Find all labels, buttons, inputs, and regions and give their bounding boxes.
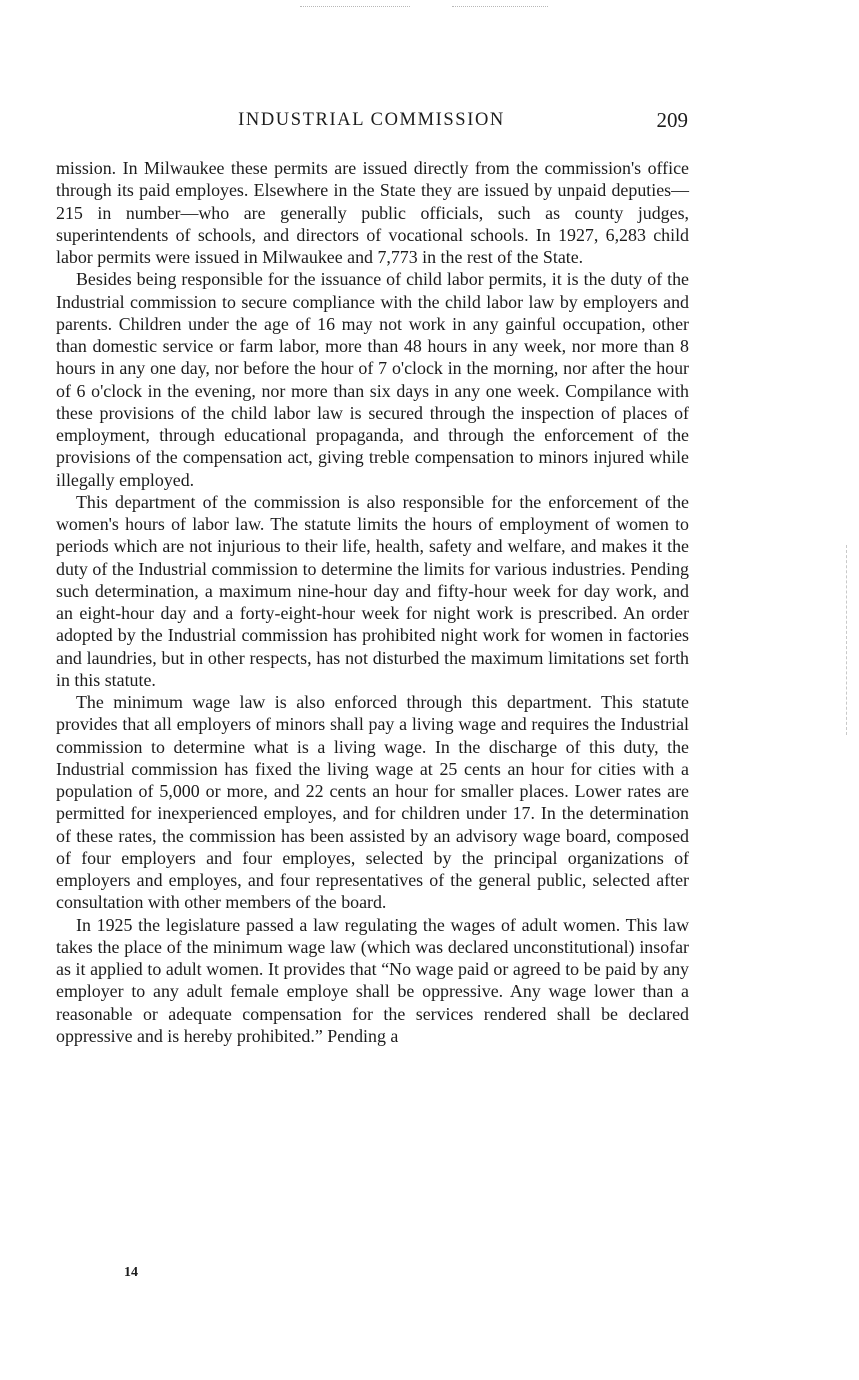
body-text	[56, 157, 689, 1047]
paragraph-continuation: mission. In Milwaukee these permits are issued directly from the commission's office through its paid employes. Elsewhere in the State they are issued by unpaid deputies—215 in number—who are generally public officials, such as county judges, superintendents of schools, and directors of vocational schools. In 1927, 6,283 child labor permits were issued in Milwaukee and 7,773 in the rest of the State.	[56, 158, 689, 267]
running-title: INDUSTRIAL COMMISSION	[238, 110, 505, 130]
signature-mark: 14	[124, 1265, 138, 1280]
running-head	[55, 106, 688, 134]
margin-artifact	[846, 545, 850, 735]
paragraph-womens-hours: This department of the commission is also responsible for the enforcement of the women's hours of labor law. The statute limits the hours of employment of women to periods which are not injurious to their life, health, safety and welfare, and makes it the duty of the Industrial commission to determine the limits for various industries. Pending such determination, a maximum nine-hour day and fifty-hour week for day work, and an eight-hour day and a forty-eight-hour week for night work is prescribed. An order adopted by the Industrial commission has prohibited night work for women in factories and laundries, but in other respects, has not disturbed the maximum limitations set forth in this statute.	[56, 491, 689, 690]
paragraph-minimum-wage: The minimum wage law is also enforced through this department. This statute provides that all employers of minors shall pay a living wage and requires the Industrial commission to determine what is a living wage. In the discharge of this duty, the Industrial commission has fixed the living wage at 25 cents an hour for cities with a population of 5,000 or more, and 22 cents an hour for smaller places. Lower rates are permitted for inexperienced employes, and for children under 17. In the determination of these rates, the commission has been assisted by an advisory wage board, composed of four employers and four employes, selected by the principal organizations of employers and employes, and four representatives of the general public, selected after consultation with other members of the board.	[56, 692, 689, 913]
paragraph-child-labor: Besides being responsible for the issuance of child labor permits, it is the duty of the Industrial commission to secure compliance with the child labor law by employers and parents. Children under the age of 16 may not work in any gainful occupation, other than domestic service or farm labor, more than 48 hours in any week, nor more than 8 hours in any one day, nor before the hour of 7 o'clock in the morning, nor after the hour of 6 o'clock in the evening, nor more than six days in any one week. Compilance with these provisions of the child labor law is secured through the inspection of places of employment, through educational propaganda, and through the enforcement of the provisions of the compensation act, giving treble compensation to minors injured while illegally employed.	[56, 269, 689, 490]
scan-artifact	[300, 6, 410, 9]
scan-artifact	[452, 6, 548, 9]
paragraph-adult-women-wages: In 1925 the legislature passed a law regulating the wages of adult women. This law takes the place of the minimum wage law (which was declared unconstitutional) insofar as it applied to adult women. It provides that “No wage paid or agreed to be paid by any employer to any adult female employe shall be oppressive. Any wage lower than a reasonable or adequate compensation for the services rendered shall be declared oppressive and is hereby prohibited.” Pending a	[56, 914, 689, 1046]
page-number: 209	[656, 108, 688, 132]
